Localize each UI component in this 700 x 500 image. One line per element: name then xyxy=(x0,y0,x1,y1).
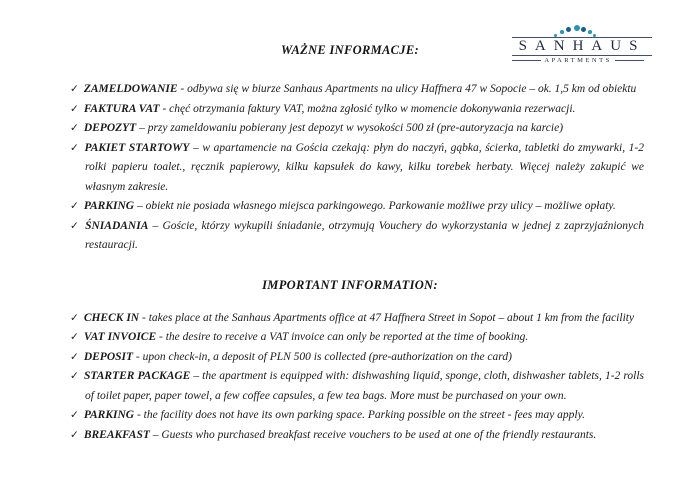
item-term: PARKING xyxy=(83,200,135,212)
item-text: – przy zameldowaniu pobierany jest depozyt w wysokości 500 zł (pre-autoryzacja na karcie) xyxy=(139,122,564,134)
polish-info-list xyxy=(70,80,644,256)
item-text: - odbywa się w biurze Sanhaus Apartments na ulicy Haffnera 47 w Sopocie – ok. 1,5 km od obiektu xyxy=(180,83,637,95)
list-item xyxy=(70,406,644,426)
list-item xyxy=(70,139,644,198)
sanhaus-logo xyxy=(512,24,644,64)
item-text: – w apartamencie na Gościa czekają: płyn do naczyń, gąbka, ścierka, tabletki do zmywarki, 1-2 rolki papieru toalet., ręcznik papierowy, kilku kapsułek do kawy, kilku torebek herbaty. Więcej należy zakupić we własnym zakresie. xyxy=(85,141,645,193)
item-term: ZAMELDOWANIE xyxy=(83,83,178,95)
checkmark-icon: ✓ xyxy=(70,142,80,154)
item-term: PARKING xyxy=(83,409,135,421)
list-item xyxy=(70,309,644,329)
section-title-polish: WAŻNE INFORMACJE: xyxy=(281,43,419,57)
checkmark-icon: ✓ xyxy=(70,103,79,115)
checkmark-icon: ✓ xyxy=(70,220,81,232)
item-text: – Goście, którzy wykupili śniadanie, otrzymują Vouchery do wykorzystania w jednej z zaprzyjaźnionych restauracji. xyxy=(85,219,644,251)
list-item xyxy=(70,197,644,217)
checkmark-icon: ✓ xyxy=(70,84,79,95)
item-term: ŚNIADANIA xyxy=(85,219,149,232)
checkmark-icon: ✓ xyxy=(70,312,79,324)
item-text: – obiekt nie posiada własnego miejsca parkingowego. Parkowanie możliwe przy ulicy – możliwe opłaty. xyxy=(136,200,616,212)
checkmark-icon: ✓ xyxy=(70,429,79,441)
item-text: - upon check-in, a deposit of PLN 500 is collected (pre-authorization on the card) xyxy=(135,350,512,363)
logo-wordmark: SANHAUS xyxy=(512,37,652,56)
section-title-english: IMPORTANT INFORMATION: xyxy=(262,277,438,292)
list-item xyxy=(70,217,644,256)
logo-subtitle-text: APARTMENTS xyxy=(544,57,612,64)
item-term: VAT INVOICE xyxy=(83,331,157,343)
checkmark-icon: ✓ xyxy=(70,351,79,363)
item-term: CHECK IN xyxy=(83,311,140,324)
item-text: - takes place at the Sanhaus Apartments office at 47 Haffnera Street in Sopot – about 1 km from the facility xyxy=(141,311,635,324)
english-info-list xyxy=(70,309,644,446)
list-item xyxy=(70,426,644,446)
logo-dots-arc-icon xyxy=(512,24,644,37)
list-item xyxy=(70,367,644,406)
item-text: - chęć otrzymania faktury VAT, można zgłosić tylko w momencie dokonywania rezerwacji. xyxy=(162,102,576,115)
item-term: STARTER PACKAGE xyxy=(83,370,191,382)
item-text: – the apartment is equipped with: dishwashing liquid, sponge, cloth, dishwasher tablets, 1-2 rolls of toilet paper, paper towel, a few coffee capsules, a few tea bags. More must be purchased on your own. xyxy=(85,370,644,402)
item-term: FAKTURA VAT xyxy=(83,102,160,115)
item-text: – Guests who purchased breakfast receive vouchers to be used at one of the friendly restaurants. xyxy=(152,428,597,441)
item-term: DEPOZYT xyxy=(83,122,137,134)
checkmark-icon: ✓ xyxy=(70,410,79,421)
item-text: - the desire to receive a VAT invoice can only be reported at the time of booking. xyxy=(159,331,529,343)
item-term: DEPOSIT xyxy=(83,350,134,363)
checkmark-icon: ✓ xyxy=(70,201,79,212)
item-term: PAKIET STARTOWY xyxy=(84,141,190,154)
checkmark-icon: ✓ xyxy=(70,123,79,134)
list-item xyxy=(70,348,644,368)
list-item xyxy=(70,119,644,139)
list-item xyxy=(70,328,644,348)
logo-subtitle xyxy=(512,57,644,64)
list-item xyxy=(70,100,644,120)
item-term: BREAKFAST xyxy=(83,428,150,441)
item-text: - the facility does not have its own parking space. Parking possible on the street - fees may apply. xyxy=(136,409,585,421)
checkmark-icon: ✓ xyxy=(70,371,79,382)
checkmark-icon: ✓ xyxy=(70,332,79,343)
list-item xyxy=(70,80,644,100)
